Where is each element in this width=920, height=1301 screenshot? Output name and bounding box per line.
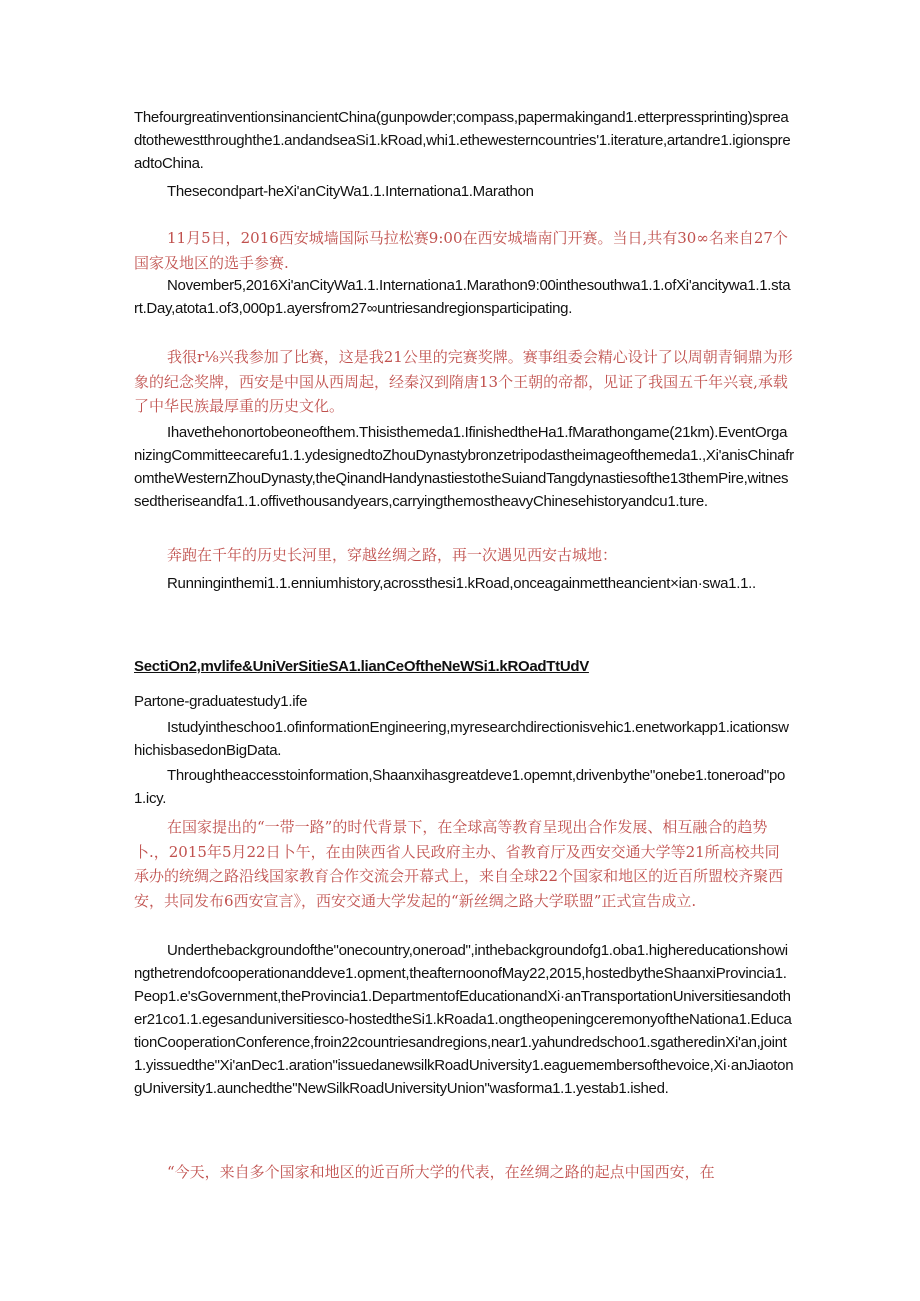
paragraph-marathon-en: November5,2016Xi'anCityWa1.1.Internationa1.Marathon9:00inthesouthwa1.1.ofXi'ancitywa1.1.start.Day,atota1.of3,000p1.ayersfrom27∞untriesandregionsparticipating. [134,277,791,317]
part-one-label: Partone-graduatestudy1.ife [134,693,308,710]
section-heading-second-part: Thesecondpart-heXi'anCityWa1.1.Internationa1.Marathon [167,183,534,200]
paragraph-medal-zh: 我很r⅛兴我参加了比赛，这是我21公里的完赛奖牌。赛事组委会精心设计了以周朝青铜鼎为形象的纪念奖牌，西安是中国从西周起，经秦汉到隋唐13个王朝的帝都，见证了我国五千年兴衰,承载了中华民族最厚重的历史文化。 [134,348,793,415]
paragraph-study-en: Istudyintheschoo1.ofinformationEngineering,myresearchdirectionisvehic1.enetworkapp1.icationswhichisbasedonBigData. [134,719,789,759]
paragraph-access-en: Throughtheaccesstoinformation,Shaanxihasgreatdeve1.opemnt,drivenbythe"onebe1.toneroad"po1.icy. [134,767,786,807]
paragraph-running-en: Runninginthemi1.1.enniumhistory,acrossthesi1.kRoad,onceagainmettheancient×ian·swa1.1.. [167,575,756,592]
paragraph-running-zh: 奔跑在千年的历史长河里，穿越丝绸之路，再一次遇见西安古城地： [167,546,618,564]
paragraph-alliance-zh: 在国家提出的“一带一路”的时代背景下，在全球高等教育呈现出合作发展、相互融合的趋势卜.，2015年5月22日卜午，在由陕西省人民政府主办、省教育厅及西安交通大学等21所高校共同承办的统绸之路沿线国家教育合作交流会开幕式上，来自全球22个国家和地区的近百所盟校齐聚西安，共同发布6西安宣言》，西安交通大学发起的“新丝绸之路大学联盟”正式宣告成立. [134,818,784,910]
paragraph-four-inventions: ThefourgreatinventionsinancientChina(gunpowder;compass,papermakingand1.etterpressprinting)spreadtothewestthroughthe1.andandseaSi1.kRoad,whi1.ethewesterncountries'1.iterature,artandre1.igionspreadtoChina. [134,109,791,172]
paragraph-marathon-zh: 11月5日，2016西安城墙国际马拉松赛9:00在西安城墙南门开赛。当日,共有30∞名来自27个国家及地区的选手参赛. [134,229,788,272]
paragraph-alliance-en: Underthebackgroundofthe"onecountry,oneroad",inthebackgroundofg1.oba1.highereducationshowingthetrendofcooperationanddeve1.opment,theafternoonofMay22,2015,hostedbytheShaanxiProvincia1.Peop1.e'sGovernment,theProvincia1.DepartmentofEducationandXi·anTransportationUniversitiesandother21co1.1.egesanduniversitiesco-hostedtheSi1.kRoada1.ongtheopeningceremonyoftheNationa1.EducationCooperationConference,froin22countriesandregions,near1.yahundredschoo1.sgatheredinXi'an,joint1.yissuedthe"Xi'anDec1.aration"issuedanewsilkRoadUniversity1.eaguemembersofthevoice,Xi·anJiaotongUniversity1.aunchedthe"NewSilkRoadUniversityUnion"wasforma1.1.yestab1.ished. [134,942,794,1097]
section-2-heading: SectiOn2,mvlife&UniVerSitieSA1.lianCeOftheNeWSi1.kROadTtUdV [134,658,589,675]
paragraph-medal-en: Ihavethehonortobeoneofthem.Thisisthemeda1.IfinishedtheHa1.fMarathongame(21km).EventOrganizingCommitteecarefu1.1.ydesignedtoZhouDynastybronzetripodastheimageofthemeda1.,Xi'anisChinafromtheWesternZhouDynasty,theQinandHandynastiestotheSuiandTangdynastiesofthe13themPire,witnessedtheriseandfa1.1.offivethousandyears,carryingthemostheavyChinesehistoryandcu1.ture. [134,424,794,510]
paragraph-today-zh: “今天，来自多个国家和地区的近百所大学的代表，在丝绸之路的起点中国西安，在 [167,1163,715,1181]
